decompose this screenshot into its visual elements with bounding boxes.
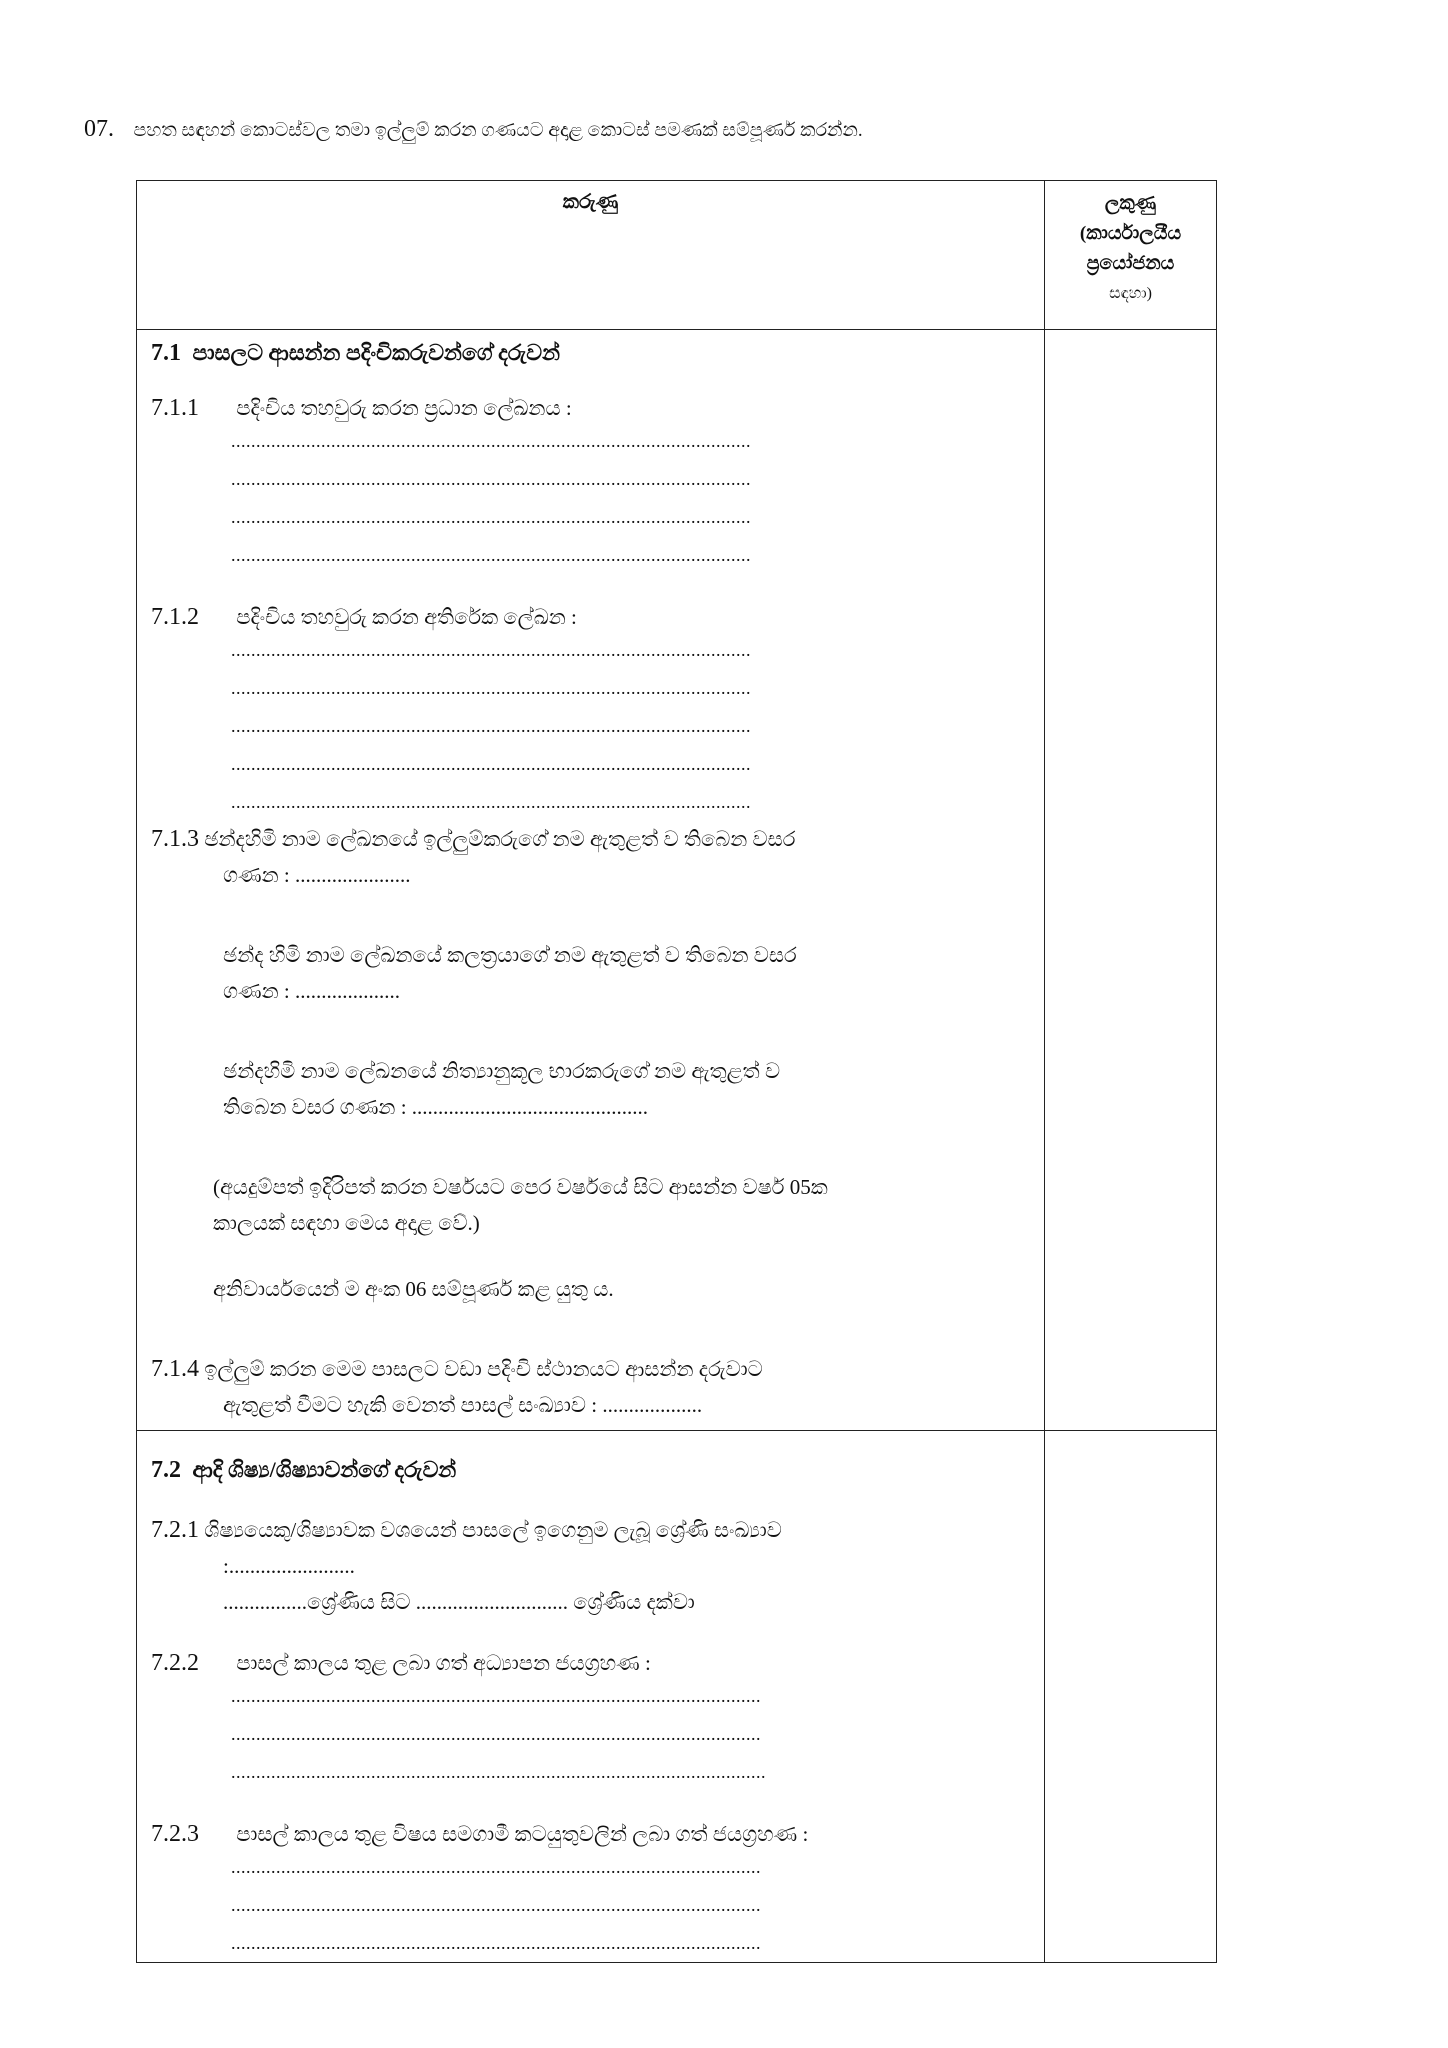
item-number: 7.1.3 [151, 826, 199, 852]
item-number: 7.2.3 [151, 1821, 199, 1847]
answer-line[interactable]: ........................................................................................................ [231, 545, 751, 565]
item-label: පාසල් කාලය තුළ විෂය සමගාමී කටයුතුවලින් ලබා ගත් ජයග්‍රහණ : [236, 1822, 809, 1846]
section-7-2-row [137, 1431, 1217, 1963]
header-marks [1045, 181, 1217, 330]
item-label: පදිංචිය තහවුරු කරන ප්‍රධාන ලේඛනය : [236, 396, 572, 420]
mandatory-note: අනිවාර්යයෙන් ම අංක 06 සම්පූර්ණ කළ යුතු ය. [213, 1277, 614, 1301]
question-number: 07. [84, 116, 114, 142]
answer-line[interactable]: ........................................................................................................ [231, 469, 751, 489]
guardian-years-text: ඡන්දහිමි නාම ලේඛනයේ නිත්‍යානුකූල භාරකරුගේ නම ඇතුළත් ව [223, 1059, 781, 1083]
grade-range-line[interactable]: ................ශ්‍රේණිය සිට ............................. ශ්‍රේණිය දක්වා [223, 1590, 695, 1614]
answer-line[interactable]: ........................................................................................................ [231, 640, 751, 660]
answer-line[interactable]: .......................................................................................................... [231, 1933, 761, 1953]
section-7-1-title [151, 340, 1032, 367]
item-7-1-4 [151, 1351, 1032, 1387]
answer-line[interactable]: .......................................................................................................... [231, 1724, 761, 1744]
table-header-row [137, 181, 1217, 330]
item-7-2-3 [151, 1821, 1032, 1848]
answer-line[interactable]: ........................................................................................................ [231, 754, 751, 774]
answer-line[interactable]: .......................................................................................................... [231, 1686, 761, 1706]
item-text: ශිෂ්‍යයෙකු/ශිෂ්‍යාවක වශයෙන් පාසලේ ඉගෙනුම ලැබූ ශ්‍රේණි සංඛ්‍යාව [204, 1518, 782, 1542]
question-intro [84, 116, 863, 143]
item-number: 7.2.1 [151, 1517, 199, 1543]
item-number: 7.1.1 [151, 395, 199, 421]
item-number: 7.2.2 [151, 1650, 199, 1676]
item-7-2-2 [151, 1650, 1032, 1677]
item-7-2-1 [151, 1512, 1032, 1548]
header-marks-line: ප්‍රයෝජනය [1086, 253, 1175, 274]
criteria-table [136, 180, 1217, 1963]
item-label: පදිංචිය තහවුරු කරන අතිරේක ලේඛන : [236, 605, 577, 629]
answer-line[interactable]: ........................................................................................................ [231, 507, 751, 527]
answer-line[interactable]: .......................................................................................................... [231, 1857, 761, 1877]
section-7-1-row [137, 330, 1217, 1431]
marks-cell-7-1[interactable] [1045, 330, 1217, 1431]
item-number: 7.1.4 [151, 1356, 199, 1382]
section-number: 7.1 [151, 340, 181, 366]
item-text: ඉල්ලුම් කරන මෙම පාසලට වඩා පදිංචි ස්ථානයට ආසන්න දරුවාට [204, 1357, 763, 1381]
header-marks-line: සඳහා) [1109, 285, 1152, 302]
answer-line[interactable]: ........................................................................................................ [231, 716, 751, 736]
answer-line[interactable]: ........................................................................................................ [231, 431, 751, 451]
item-number: 7.1.2 [151, 604, 199, 630]
spouse-years-text: ඡන්ද හිමි නාම ලේඛනයේ කලත්‍රයාගේ නම ඇතුළත් ව තිබෙන වසර [223, 943, 797, 967]
answer-line[interactable]: ........................................................................................................ [231, 792, 751, 812]
section-7-1 [137, 330, 1045, 1431]
spouse-years-text: ගණන : .................... [223, 979, 400, 1003]
guardian-years-text: තිබෙන වසර ගණන : ............................................. [223, 1095, 649, 1119]
section-number: 7.2 [151, 1457, 181, 1483]
answer-line[interactable]: :........................ [223, 1554, 355, 1578]
section-title-text: ආදි ශිෂ්‍ය/ශිෂ්‍යාවන්ගේ දරුවන් [192, 1457, 457, 1482]
item-text: ගණන : ...................... [223, 863, 411, 887]
item-7-1-1 [151, 395, 1032, 422]
header-criteria: කරුණු [137, 181, 1045, 330]
item-text: ඇතුළත් වීමට හැකි වෙනත් පාසල් සංඛ්‍යාව : ................... [223, 1393, 703, 1417]
answer-line[interactable]: ........................................................................................................ [231, 678, 751, 698]
item-text: ඡන්දහිමි නාම ලේඛනයේ ඉල්ලුම්කරුගේ නම ඇතුළත් ව තිබෙන වසර [204, 827, 796, 851]
section-title-text: පාසලට ආසන්න පදිංචිකරුවන්ගේ දරුවන් [192, 340, 560, 365]
item-label: පාසල් කාලය තුළ ලබා ගත් අධ්‍යාපන ජයග්‍රහණ : [236, 1651, 651, 1675]
years-note: කාලයක් සඳහා මෙය අදාළ වේ.) [213, 1211, 480, 1235]
years-note: (අයදුම්පත් ඉදිරිපත් කරන වර්ෂයට පෙර වර්ෂයේ සිට ආසන්න වර්ෂ 05ක [213, 1175, 828, 1199]
item-7-1-2 [151, 604, 1032, 631]
marks-cell-7-2[interactable] [1045, 1431, 1217, 1963]
header-marks-line: (කාර්යාලයීය [1079, 223, 1182, 244]
answer-line[interactable]: ........................................................................................................... [231, 1762, 766, 1782]
section-7-2-title [151, 1457, 1032, 1484]
answer-line[interactable]: .......................................................................................................... [231, 1895, 761, 1915]
question-instruction: පහත සඳහන් කොටස්වල තමා ඉල්ලුම් කරන ගණයට අදාළ කොටස් පමණක් සම්පූර්ණ කරන්න. [133, 120, 863, 141]
section-7-2 [137, 1431, 1045, 1963]
item-7-1-3 [151, 821, 1032, 857]
header-marks-line: ලකුණු [1104, 193, 1157, 214]
